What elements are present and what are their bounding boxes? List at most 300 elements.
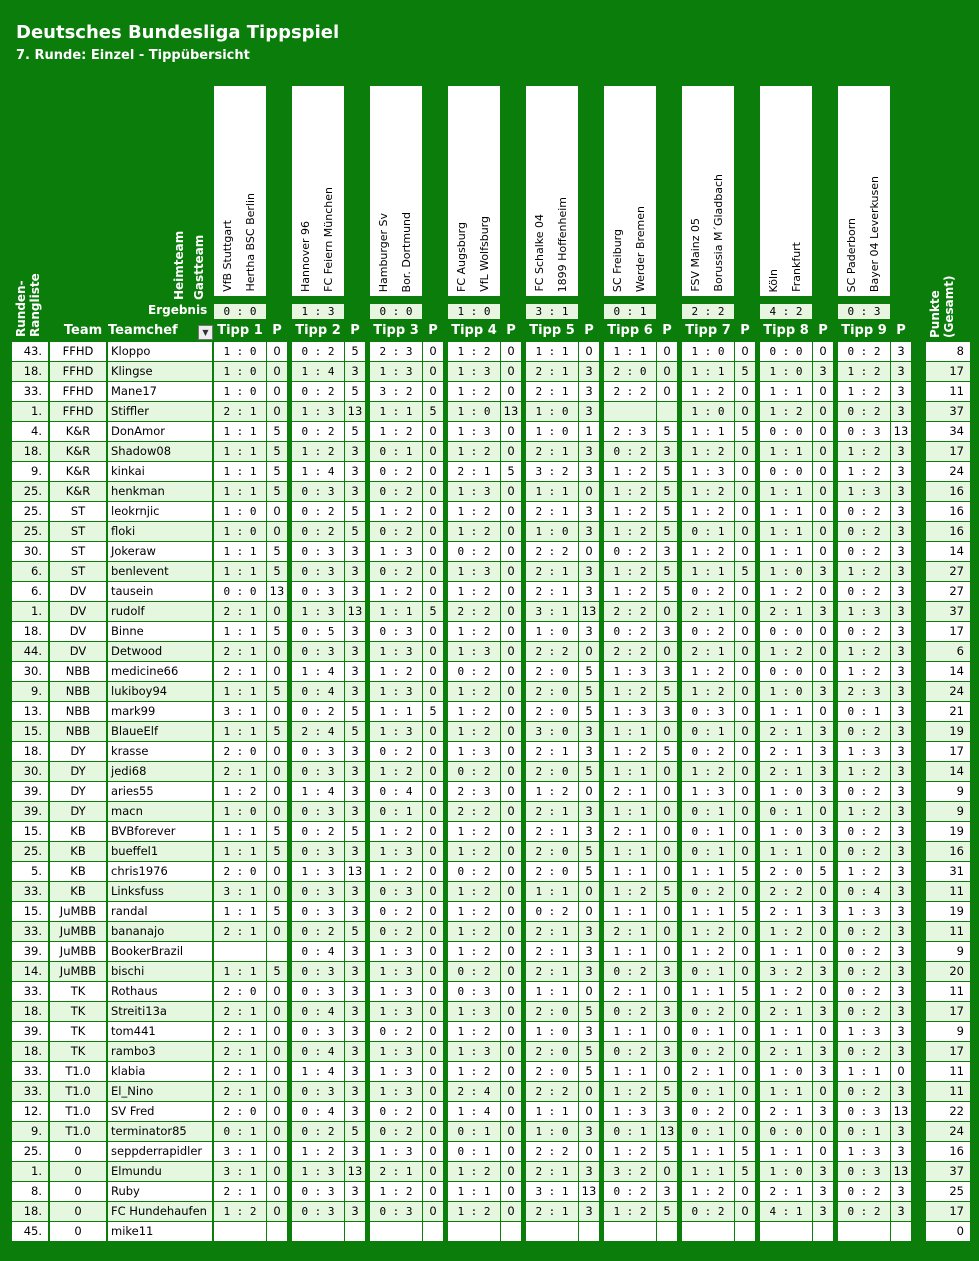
points-cell: 5	[423, 602, 443, 621]
tipp-cell	[604, 1222, 656, 1241]
points-cell: 3	[891, 642, 911, 661]
points-cell: 0	[423, 962, 443, 981]
tipp-cell: 2 : 2	[448, 802, 500, 821]
tipp-cell: 2 : 1	[214, 922, 266, 941]
tipp-cell: 2 : 1	[682, 1062, 734, 1081]
total-points-cell: 21	[926, 702, 970, 721]
table-row	[10, 662, 970, 682]
result-cell-9: 0 : 3	[838, 304, 890, 319]
tipp-cell: 1 : 2	[448, 342, 500, 361]
tipp-cell: 2 : 1	[760, 762, 812, 781]
tipp-cell: 1 : 2	[682, 682, 734, 701]
points-cell: 0	[423, 642, 443, 661]
points-cell: 0	[657, 842, 677, 861]
rank-cell: 25.	[12, 842, 48, 861]
team-cell: K&R	[50, 482, 106, 501]
points-cell: 5	[345, 922, 365, 941]
tipp-cell: 1 : 2	[448, 502, 500, 521]
points-cell: 0	[657, 362, 677, 381]
points-cell: 0	[267, 662, 287, 681]
tipp-cell: 0 : 2	[682, 882, 734, 901]
points-cell: 0	[423, 382, 443, 401]
team-cell: T1.0	[50, 1122, 106, 1141]
points-cell: 3	[891, 542, 911, 561]
tipp-cell: 0 : 2	[838, 542, 890, 561]
points-cell: 0	[501, 982, 521, 1001]
teamchef-cell: mark99	[108, 702, 212, 721]
points-cell: 3	[657, 962, 677, 981]
tipp-cell	[838, 1222, 890, 1241]
points-cell: 0	[423, 542, 443, 561]
ergebnis-label: Ergebnis	[148, 303, 208, 317]
tipp-cell: 0 : 2	[838, 842, 890, 861]
tipp-cell: 1 : 0	[526, 1022, 578, 1041]
tipp-cell: 1 : 1	[214, 462, 266, 481]
tipp-cell: 1 : 0	[760, 362, 812, 381]
tipp-cell: 1 : 1	[214, 562, 266, 581]
tipp-cell: 1 : 1	[682, 362, 734, 381]
points-cell: 0	[423, 1082, 443, 1101]
tipp-cell: 1 : 1	[604, 842, 656, 861]
points-cell: 3	[657, 662, 677, 681]
points-cell: 3	[579, 722, 599, 741]
points-column-header-1: P	[272, 323, 282, 338]
points-cell: 0	[423, 342, 443, 361]
team-cell: TK	[50, 982, 106, 1001]
game-header-2	[292, 86, 344, 296]
tipp-cell: 1 : 1	[682, 902, 734, 921]
points-cell	[267, 1222, 287, 1241]
teamchef-cell: medicine66	[108, 662, 212, 681]
points-cell: 3	[657, 1002, 677, 1021]
tipp-cell: 1 : 2	[838, 802, 890, 821]
team-cell: 0	[50, 1202, 106, 1221]
points-cell: 13	[657, 1122, 677, 1141]
points-cell: 5	[267, 462, 287, 481]
points-cell: 0	[735, 682, 755, 701]
tipp-cell: 0 : 3	[292, 1022, 344, 1041]
points-cell: 0	[657, 862, 677, 881]
points-cell: 3	[345, 762, 365, 781]
tipp-cell: 0 : 4	[292, 1102, 344, 1121]
rank-cell: 25.	[12, 502, 48, 521]
teamchef-cell: floki	[108, 522, 212, 541]
points-cell: 0	[267, 782, 287, 801]
points-cell: 0	[267, 602, 287, 621]
points-cell: 0	[423, 442, 443, 461]
tipp-cell	[214, 942, 266, 961]
table-row	[10, 842, 970, 862]
total-points-cell: 0	[926, 1222, 970, 1241]
points-cell: 0	[813, 342, 833, 361]
points-column-header-8: P	[818, 323, 828, 338]
points-cell: 0	[735, 842, 755, 861]
points-cell: 3	[891, 502, 911, 521]
tipp-cell: 2 : 1	[604, 782, 656, 801]
points-cell: 0	[813, 1082, 833, 1101]
points-cell: 3	[891, 922, 911, 941]
points-cell: 0	[501, 742, 521, 761]
tipp-cell: 0 : 3	[292, 562, 344, 581]
game-header-7	[682, 86, 734, 296]
tipp-cell: 0 : 4	[838, 882, 890, 901]
tipp-cell: 1 : 1	[214, 622, 266, 641]
teamchef-cell: Binne	[108, 622, 212, 641]
result-cell-3: 0 : 0	[370, 304, 422, 319]
teamchef-cell: Stiffler	[108, 402, 212, 421]
tipp-cell: 2 : 0	[214, 982, 266, 1001]
points-cell: 0	[501, 1082, 521, 1101]
points-cell: 5	[657, 422, 677, 441]
tipp-cell: 0 : 3	[292, 1182, 344, 1201]
points-cell: 0	[579, 342, 599, 361]
points-cell: 3	[345, 1002, 365, 1021]
team-cell: K&R	[50, 462, 106, 481]
tipp-cell: 0 : 3	[292, 642, 344, 661]
tipp-cell: 0 : 2	[292, 422, 344, 441]
tipp-cell: 1 : 1	[760, 442, 812, 461]
away-team-label: Werder Bremen	[634, 205, 647, 292]
points-cell: 0	[813, 1142, 833, 1161]
tipp-cell: 1 : 3	[292, 602, 344, 621]
tipp-cell: 1 : 1	[214, 962, 266, 981]
points-cell: 3	[891, 1022, 911, 1041]
points-cell: 0	[579, 1142, 599, 1161]
points-cell: 3	[891, 402, 911, 421]
points-cell: 0	[735, 382, 755, 401]
tipp-cell: 0 : 2	[838, 582, 890, 601]
tipp-cell: 0 : 2	[292, 382, 344, 401]
tipp-cell: 2 : 4	[292, 722, 344, 741]
points-cell: 0	[813, 462, 833, 481]
rank-cell: 30.	[12, 662, 48, 681]
team-cell: DV	[50, 622, 106, 641]
tipp-cell: 2 : 1	[682, 642, 734, 661]
teamchef-cell: benlevent	[108, 562, 212, 581]
tipp-cell: 0 : 3	[838, 1162, 890, 1181]
points-cell: 0	[267, 642, 287, 661]
tipp-cell: 0 : 3	[292, 982, 344, 1001]
tipp-column-header-7: Tipp 7	[685, 323, 731, 338]
tipp-cell: 1 : 2	[682, 922, 734, 941]
points-cell: 5	[657, 1202, 677, 1221]
table-row	[10, 802, 970, 822]
points-cell: 0	[501, 942, 521, 961]
points-cell: 0	[423, 782, 443, 801]
points-cell: 5	[267, 422, 287, 441]
filter-dropdown-button[interactable]: ▼	[198, 325, 213, 340]
tipp-cell: 1 : 2	[448, 382, 500, 401]
tipp-cell: 1 : 1	[760, 702, 812, 721]
tipp-cell: 2 : 1	[526, 382, 578, 401]
points-cell: 0	[813, 922, 833, 941]
tipp-cell: 2 : 1	[760, 1002, 812, 1021]
total-points-cell: 17	[926, 742, 970, 761]
home-team-label: Hamburger Sv	[377, 212, 390, 292]
points-cell: 13	[891, 1102, 911, 1121]
tipp-cell: 0 : 2	[448, 862, 500, 881]
tipp-cell: 1 : 2	[682, 1182, 734, 1201]
table-row	[10, 1022, 970, 1042]
points-cell: 3	[891, 522, 911, 541]
tipp-cell: 0 : 2	[682, 1042, 734, 1061]
game-header-3	[370, 86, 422, 296]
rank-cell: 12.	[12, 1102, 48, 1121]
points-cell: 0	[735, 1082, 755, 1101]
points-cell: 13	[891, 422, 911, 441]
points-cell: 0	[579, 1082, 599, 1101]
tipp-cell: 2 : 0	[526, 842, 578, 861]
points-cell: 0	[735, 782, 755, 801]
tipp-cell: 1 : 2	[604, 562, 656, 581]
points-cell: 0	[267, 1202, 287, 1221]
result-cell-8: 4 : 2	[760, 304, 812, 319]
points-cell: 0	[579, 1102, 599, 1121]
tipp-cell: 1 : 2	[448, 702, 500, 721]
tipp-cell: 2 : 2	[526, 1142, 578, 1161]
points-cell: 0	[735, 602, 755, 621]
tipp-cell: 0 : 2	[370, 462, 422, 481]
tipp-cell: 2 : 1	[214, 1182, 266, 1201]
points-cell: 0	[423, 502, 443, 521]
points-cell: 0	[423, 982, 443, 1001]
points-cell	[891, 1222, 911, 1241]
points-cell: 3	[813, 1162, 833, 1181]
points-cell: 3	[813, 782, 833, 801]
rank-cell: 1.	[12, 402, 48, 421]
tipp-cell: 2 : 1	[214, 402, 266, 421]
tipp-cell: 1 : 3	[448, 422, 500, 441]
tipp-cell: 1 : 1	[448, 1182, 500, 1201]
points-cell: 0	[813, 842, 833, 861]
points-cell: 5	[579, 762, 599, 781]
teamchef-cell: lukiboy94	[108, 682, 212, 701]
points-cell: 0	[813, 522, 833, 541]
tipp-cell: 1 : 2	[214, 1202, 266, 1221]
rank-cell: 39.	[12, 1022, 48, 1041]
tipp-cell: 1 : 2	[838, 382, 890, 401]
tipp-cell: 1 : 0	[760, 682, 812, 701]
total-points-cell: 24	[926, 462, 970, 481]
teamchef-cell: mike11	[108, 1222, 212, 1241]
tipp-cell: 1 : 3	[838, 1022, 890, 1041]
points-cell: 0	[501, 802, 521, 821]
points-cell: 0	[657, 382, 677, 401]
tipp-cell: 0 : 2	[370, 482, 422, 501]
tipp-cell: 0 : 2	[448, 662, 500, 681]
points-cell: 0	[579, 882, 599, 901]
table-row	[10, 362, 970, 382]
teamchef-cell: BookerBrazil	[108, 942, 212, 961]
tipp-cell: 3 : 1	[214, 1162, 266, 1181]
tipp-cell: 1 : 3	[838, 742, 890, 761]
team-cell: 0	[50, 1182, 106, 1201]
tipp-cell: 0 : 3	[292, 762, 344, 781]
away-team-label: Borussia M´Gladbach	[712, 174, 725, 292]
points-cell: 0	[501, 562, 521, 581]
total-points-cell: 14	[926, 662, 970, 681]
points-cell: 5	[267, 822, 287, 841]
tipp-cell: 0 : 3	[838, 422, 890, 441]
tipp-cell: 0 : 1	[682, 802, 734, 821]
points-cell: 0	[501, 1022, 521, 1041]
points-cell: 3	[657, 702, 677, 721]
points-cell: 0	[657, 602, 677, 621]
points-cell: 3	[657, 542, 677, 561]
tipp-cell: 1 : 3	[370, 1142, 422, 1161]
points-cell: 13	[345, 602, 365, 621]
points-cell: 0	[501, 1002, 521, 1021]
points-cell: 3	[345, 1102, 365, 1121]
teamchef-cell: SV Fred	[108, 1102, 212, 1121]
teamchef-column-header: Teamchef	[108, 323, 178, 338]
points-cell: 3	[813, 762, 833, 781]
total-points-cell: 34	[926, 422, 970, 441]
points-cell: 3	[345, 1142, 365, 1161]
tipp-cell: 0 : 3	[292, 482, 344, 501]
total-points-cell: 17	[926, 1002, 970, 1021]
points-cell	[423, 1222, 443, 1241]
tipp-cell: 0 : 2	[838, 342, 890, 361]
tipp-column-header-6: Tipp 6	[607, 323, 653, 338]
tipp-cell: 1 : 2	[604, 682, 656, 701]
tipp-cell: 1 : 2	[448, 442, 500, 461]
team-cell: NBB	[50, 662, 106, 681]
points-cell: 0	[657, 902, 677, 921]
points-cell: 0	[657, 782, 677, 801]
away-team-label: Bor. Dortmund	[400, 211, 413, 292]
points-cell: 5	[657, 522, 677, 541]
team-cell: FFHD	[50, 402, 106, 421]
home-team-label: Köln	[767, 268, 780, 292]
table-row	[10, 1062, 970, 1082]
team-cell: JuMBB	[50, 922, 106, 941]
points-cell: 0	[501, 482, 521, 501]
rank-cell: 30.	[12, 542, 48, 561]
tipp-cell: 1 : 2	[760, 982, 812, 1001]
tipp-cell: 1 : 3	[370, 1062, 422, 1081]
team-cell: T1.0	[50, 1102, 106, 1121]
tipp-cell: 0 : 0	[214, 582, 266, 601]
tipp-cell: 1 : 2	[838, 662, 890, 681]
points-cell: 0	[423, 1002, 443, 1021]
tipp-cell: 1 : 0	[760, 782, 812, 801]
points-cell: 0	[267, 1102, 287, 1121]
tipp-cell: 0 : 2	[682, 1002, 734, 1021]
points-cell: 0	[735, 802, 755, 821]
tipp-cell: 0 : 1	[370, 802, 422, 821]
tipp-cell: 2 : 0	[526, 1062, 578, 1081]
total-points-cell: 6	[926, 642, 970, 661]
points-cell: 0	[501, 782, 521, 801]
tipp-cell: 1 : 2	[760, 922, 812, 941]
teamchef-cell: bananajo	[108, 922, 212, 941]
tipp-cell: 1 : 2	[292, 1142, 344, 1161]
rank-cell: 5.	[12, 862, 48, 881]
points-cell: 3	[579, 362, 599, 381]
tipp-cell: 2 : 1	[760, 742, 812, 761]
points-cell	[813, 1222, 833, 1241]
tipp-cell: 1 : 3	[682, 462, 734, 481]
teamchef-cell: Jokeraw	[108, 542, 212, 561]
tipp-cell: 0 : 3	[292, 842, 344, 861]
tipp-cell: 1 : 3	[370, 542, 422, 561]
points-cell: 3	[579, 922, 599, 941]
total-points-cell: 31	[926, 862, 970, 881]
tipp-cell: 2 : 0	[526, 682, 578, 701]
tipp-cell: 0 : 0	[760, 462, 812, 481]
points-cell: 13	[267, 582, 287, 601]
home-team-label: SC Freiburg	[611, 228, 624, 292]
tipp-cell: 0 : 2	[838, 722, 890, 741]
points-cell: 0	[501, 502, 521, 521]
teamchef-cell: BlaueElf	[108, 722, 212, 741]
points-cell: 3	[579, 802, 599, 821]
teamchef-cell: leokrnjic	[108, 502, 212, 521]
points-cell: 3	[891, 1182, 911, 1201]
points-cell: 3	[345, 782, 365, 801]
team-cell: DY	[50, 782, 106, 801]
tipp-column-header-3: Tipp 3	[373, 323, 419, 338]
points-column-header-2: P	[350, 323, 360, 338]
team-cell: DY	[50, 742, 106, 761]
points-cell: 5	[735, 902, 755, 921]
tipp-cell: 2 : 1	[526, 362, 578, 381]
tipp-cell: 1 : 2	[448, 1162, 500, 1181]
tipp-cell: 3 : 2	[370, 382, 422, 401]
points-cell: 0	[657, 942, 677, 961]
total-points-cell: 9	[926, 942, 970, 961]
points-cell: 3	[891, 562, 911, 581]
points-cell: 0	[735, 502, 755, 521]
teamchef-cell: bischi	[108, 962, 212, 981]
points-cell: 0	[423, 1122, 443, 1141]
tipp-cell: 3 : 2	[760, 962, 812, 981]
points-cell: 0	[267, 1162, 287, 1181]
tipp-cell: 2 : 0	[760, 862, 812, 881]
points-cell: 0	[657, 802, 677, 821]
tipp-cell: 1 : 2	[448, 942, 500, 961]
tipp-cell: 0 : 0	[760, 662, 812, 681]
tipp-cell: 4 : 1	[760, 1202, 812, 1221]
tipp-cell: 1 : 3	[838, 1142, 890, 1161]
rank-cell: 15.	[12, 722, 48, 741]
points-cell: 5	[267, 902, 287, 921]
team-cell: NBB	[50, 722, 106, 741]
points-cell: 5	[267, 442, 287, 461]
tipp-cell: 1 : 3	[370, 1042, 422, 1061]
points-cell: 5	[813, 862, 833, 881]
points-cell: 0	[423, 522, 443, 541]
points-cell: 0	[735, 1002, 755, 1021]
tipp-cell: 0 : 2	[370, 1022, 422, 1041]
points-cell: 0	[735, 482, 755, 501]
tipp-cell: 0 : 2	[838, 502, 890, 521]
tipp-cell: 0 : 2	[526, 902, 578, 921]
points-cell: 0	[657, 1022, 677, 1041]
tipp-cell: 1 : 3	[838, 902, 890, 921]
tipp-cell: 1 : 4	[448, 1102, 500, 1121]
tipp-cell: 1 : 2	[760, 582, 812, 601]
points-cell: 3	[813, 822, 833, 841]
tipp-cell: 1 : 3	[370, 842, 422, 861]
points-cell: 3	[891, 782, 911, 801]
total-points-cell: 14	[926, 542, 970, 561]
tipp-cell: 1 : 2	[370, 662, 422, 681]
points-cell: 5	[345, 722, 365, 741]
rank-cell: 14.	[12, 962, 48, 981]
teamchef-cell: Linksfuss	[108, 882, 212, 901]
